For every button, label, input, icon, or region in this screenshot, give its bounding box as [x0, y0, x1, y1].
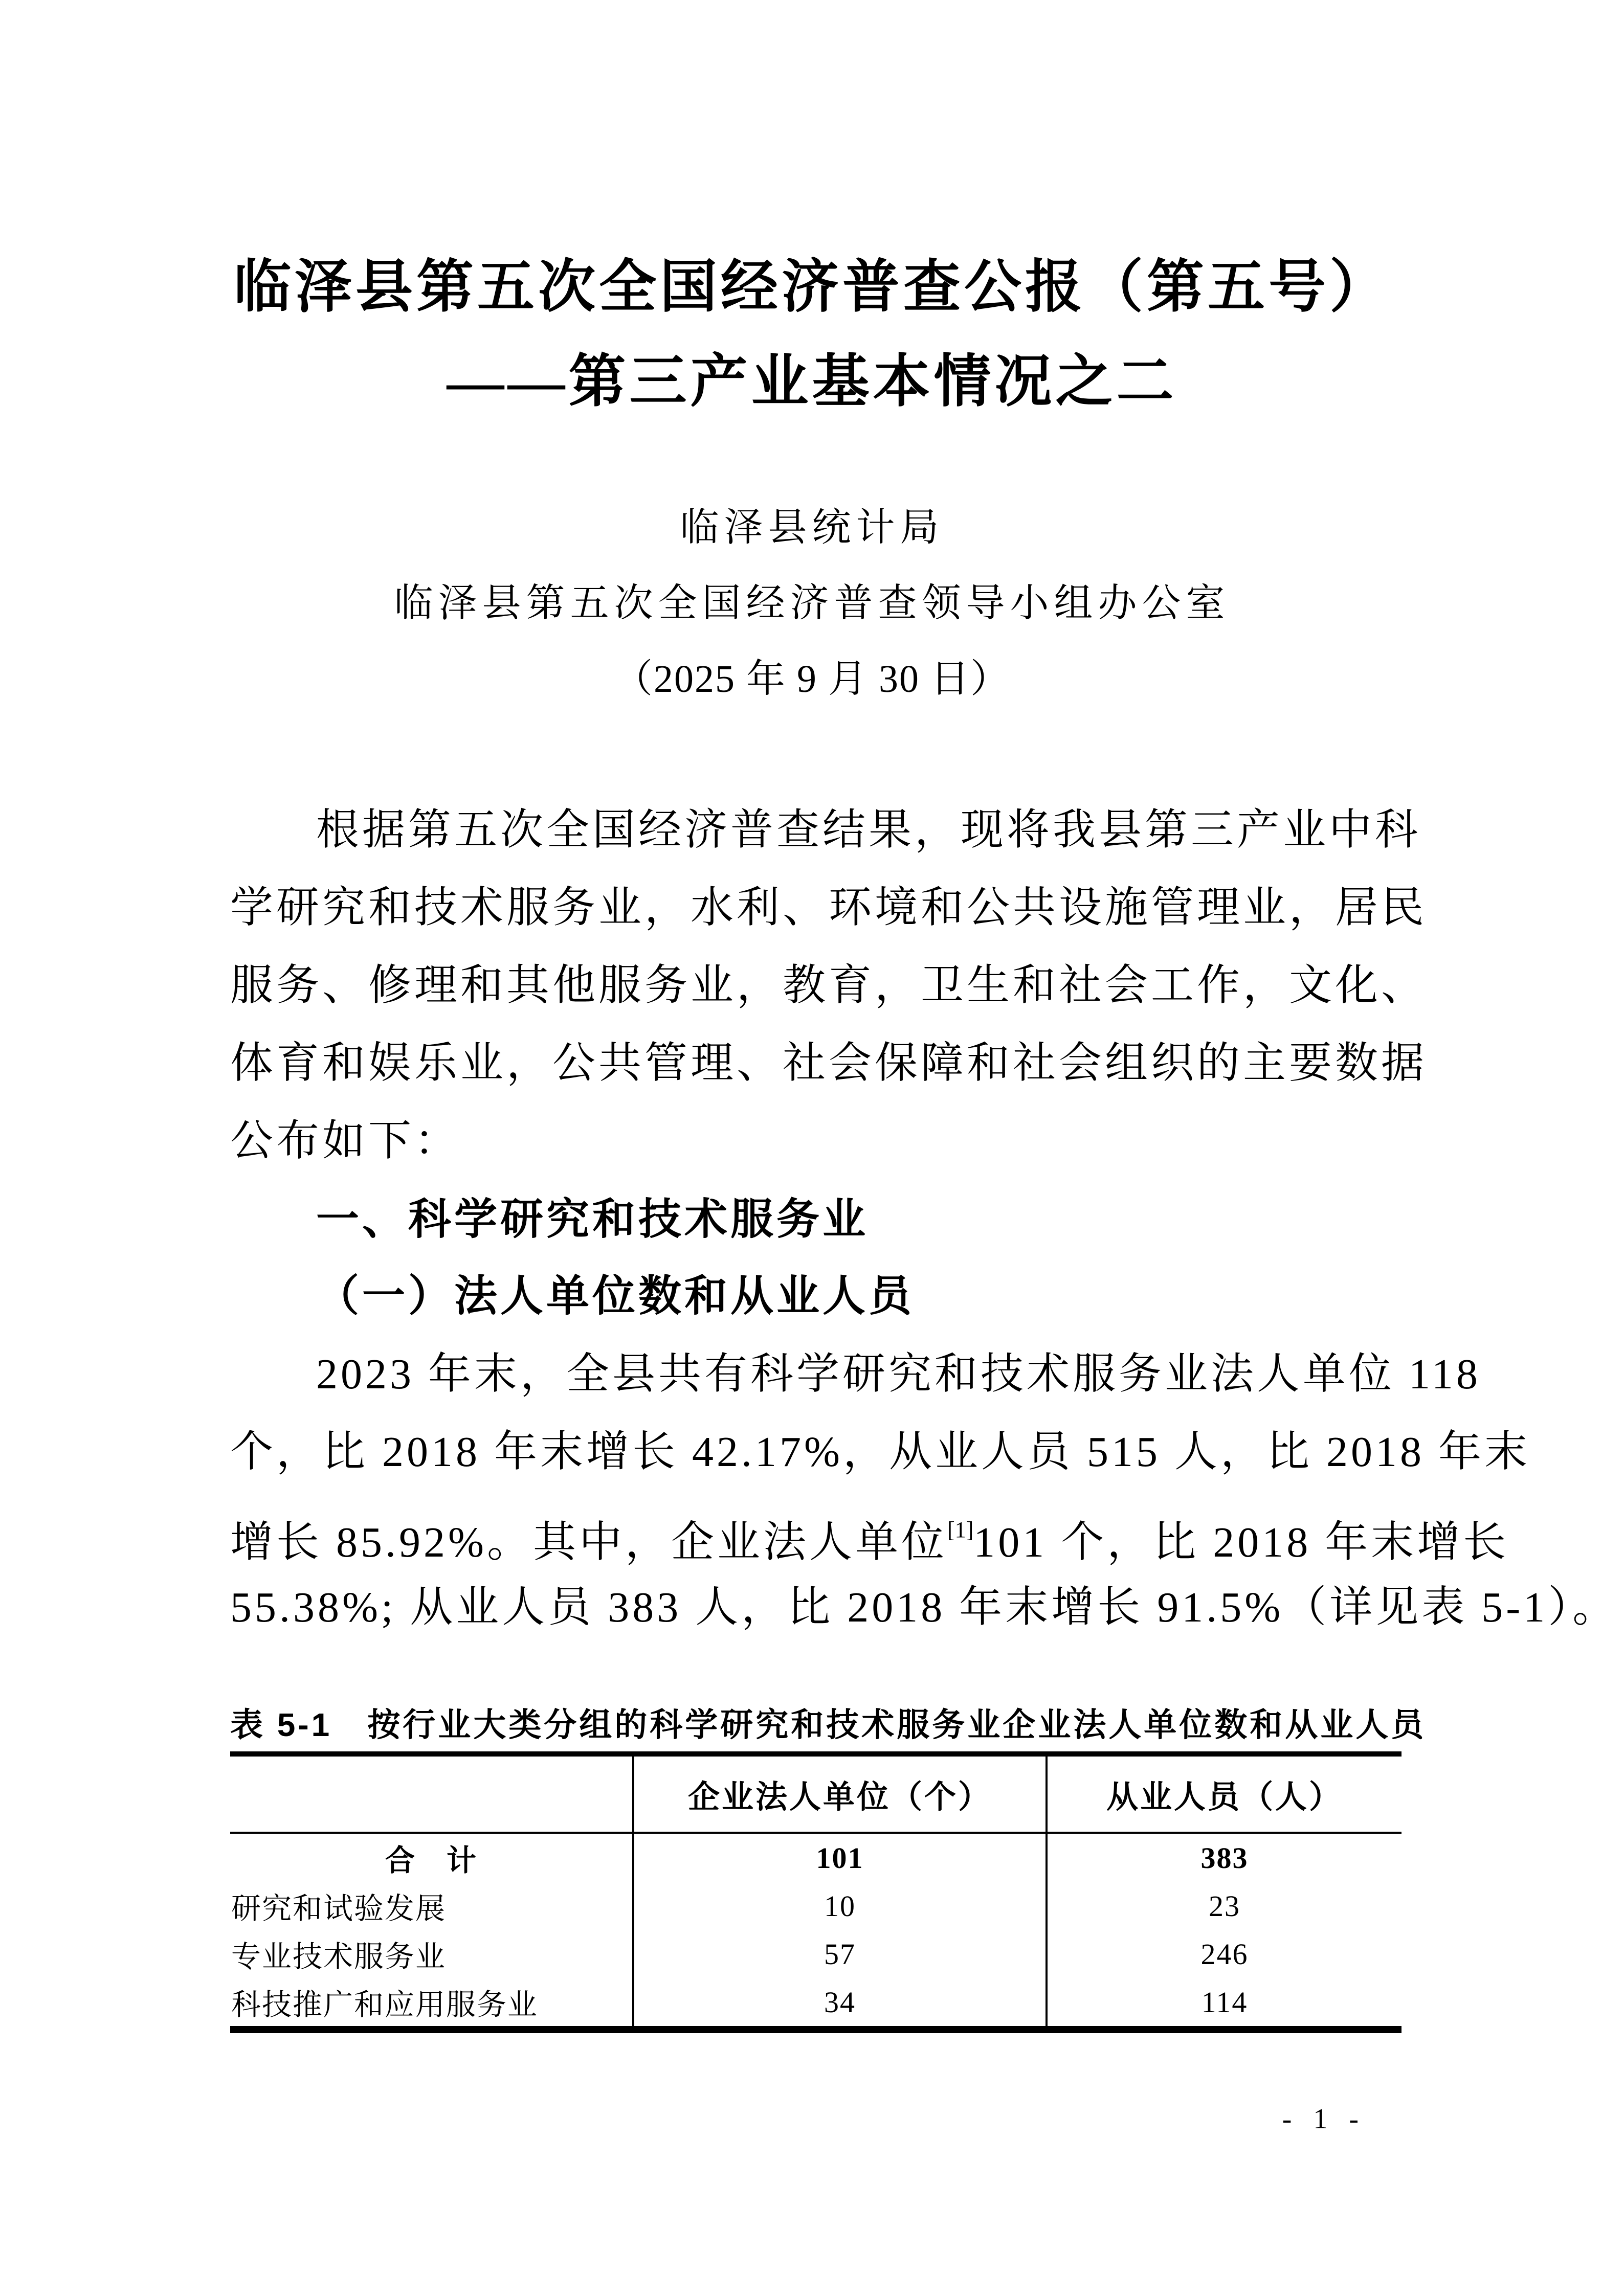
byline-org-census-office: 临泽县第五次全国经济普查领导小组办公室 [394, 582, 1230, 625]
row-employees-value: 114 [1047, 1978, 1401, 2030]
intro-line: 根据第五次全国经济普查结果，现将我县第三产业中科 [316, 806, 1421, 854]
intro-line: 学研究和技术服务业，水利、环境和公共设施管理业，居民 [230, 884, 1428, 932]
intro-line: 服务、修理和其他服务业，教育，卫生和社会工作，文化、 [230, 962, 1428, 1009]
row-units-value: 34 [633, 1978, 1047, 2030]
title-line-2: ——第三产业基本情况之二 [447, 350, 1177, 414]
footnote-reference-1: [1] [947, 1517, 974, 1542]
row-label: 专业技术服务业 [231, 1940, 447, 1973]
row-employees-value: 246 [1047, 1930, 1401, 1978]
stats-line: 55.38%; 从业人员 383 人，比 2018 年末增长 91.5%（详见表 5-1）。 [230, 1584, 1619, 1631]
stats-line-post: 101 个，比 2018 年末增长 [973, 1519, 1509, 1566]
document-title [0, 240, 1624, 430]
row-label: 科技推广和应用服务业 [231, 1988, 539, 2021]
stats-line: 个，比 2018 年末增长 42.17%，从业人员 515 人，比 2018 年末 [230, 1428, 1530, 1476]
table-header-row [230, 1754, 1401, 1833]
table-row-professional-technical-services [230, 1930, 1401, 1978]
stats-line [230, 1491, 1509, 1569]
title-line-1: 临泽县第五次全国经济普查公报（第五号） [234, 256, 1390, 319]
row-label: 合 计 [385, 1844, 477, 1877]
table-row-tech-promotion-application-services [230, 1978, 1401, 2030]
row-units-value: 57 [633, 1930, 1047, 1978]
byline-org-statistics-bureau: 临泽县统计局 [680, 506, 944, 549]
page-number: - 1 - [1282, 2103, 1366, 2135]
header-industry-blank [230, 1754, 633, 1833]
header-enterprise-legal-units: 企业法人单位（个） [633, 1754, 1047, 1833]
row-label: 研究和试验发展 [231, 1892, 447, 1925]
table-row-total [230, 1833, 1401, 1882]
body-text [230, 792, 1619, 1647]
row-employees-value: 23 [1047, 1882, 1401, 1930]
publication-date: （2025 年 9 月 30 日） [614, 658, 1010, 701]
section-1-sub-1-heading: （一）法人单位数和从业人员 [316, 1273, 915, 1320]
table-row-research-development [230, 1882, 1401, 1930]
row-employees-value: 383 [1047, 1833, 1401, 1882]
row-units-value: 101 [633, 1833, 1047, 1882]
stats-line: 2023 年末，全县共有科学研究和技术服务业法人单位 118 [316, 1350, 1481, 1398]
intro-line: 公布如下： [230, 1117, 461, 1165]
section-1-heading: 一、科学研究和技术服务业 [316, 1195, 869, 1243]
byline-block [0, 490, 1624, 717]
stats-line-pre: 增长 85.92%。其中，企业法人单位 [230, 1519, 947, 1566]
intro-line: 体育和娱乐业，公共管理、社会保障和社会组织的主要数据 [230, 1040, 1428, 1087]
table-5-1-caption: 表 5-1 按行业大类分组的科学研究和技术服务业企业法人单位数和从业人员 [230, 1706, 1427, 1743]
table-5-1 [230, 1751, 1401, 2033]
row-units-value: 10 [633, 1882, 1047, 1930]
header-employees: 从业人员（人） [1047, 1754, 1401, 1833]
